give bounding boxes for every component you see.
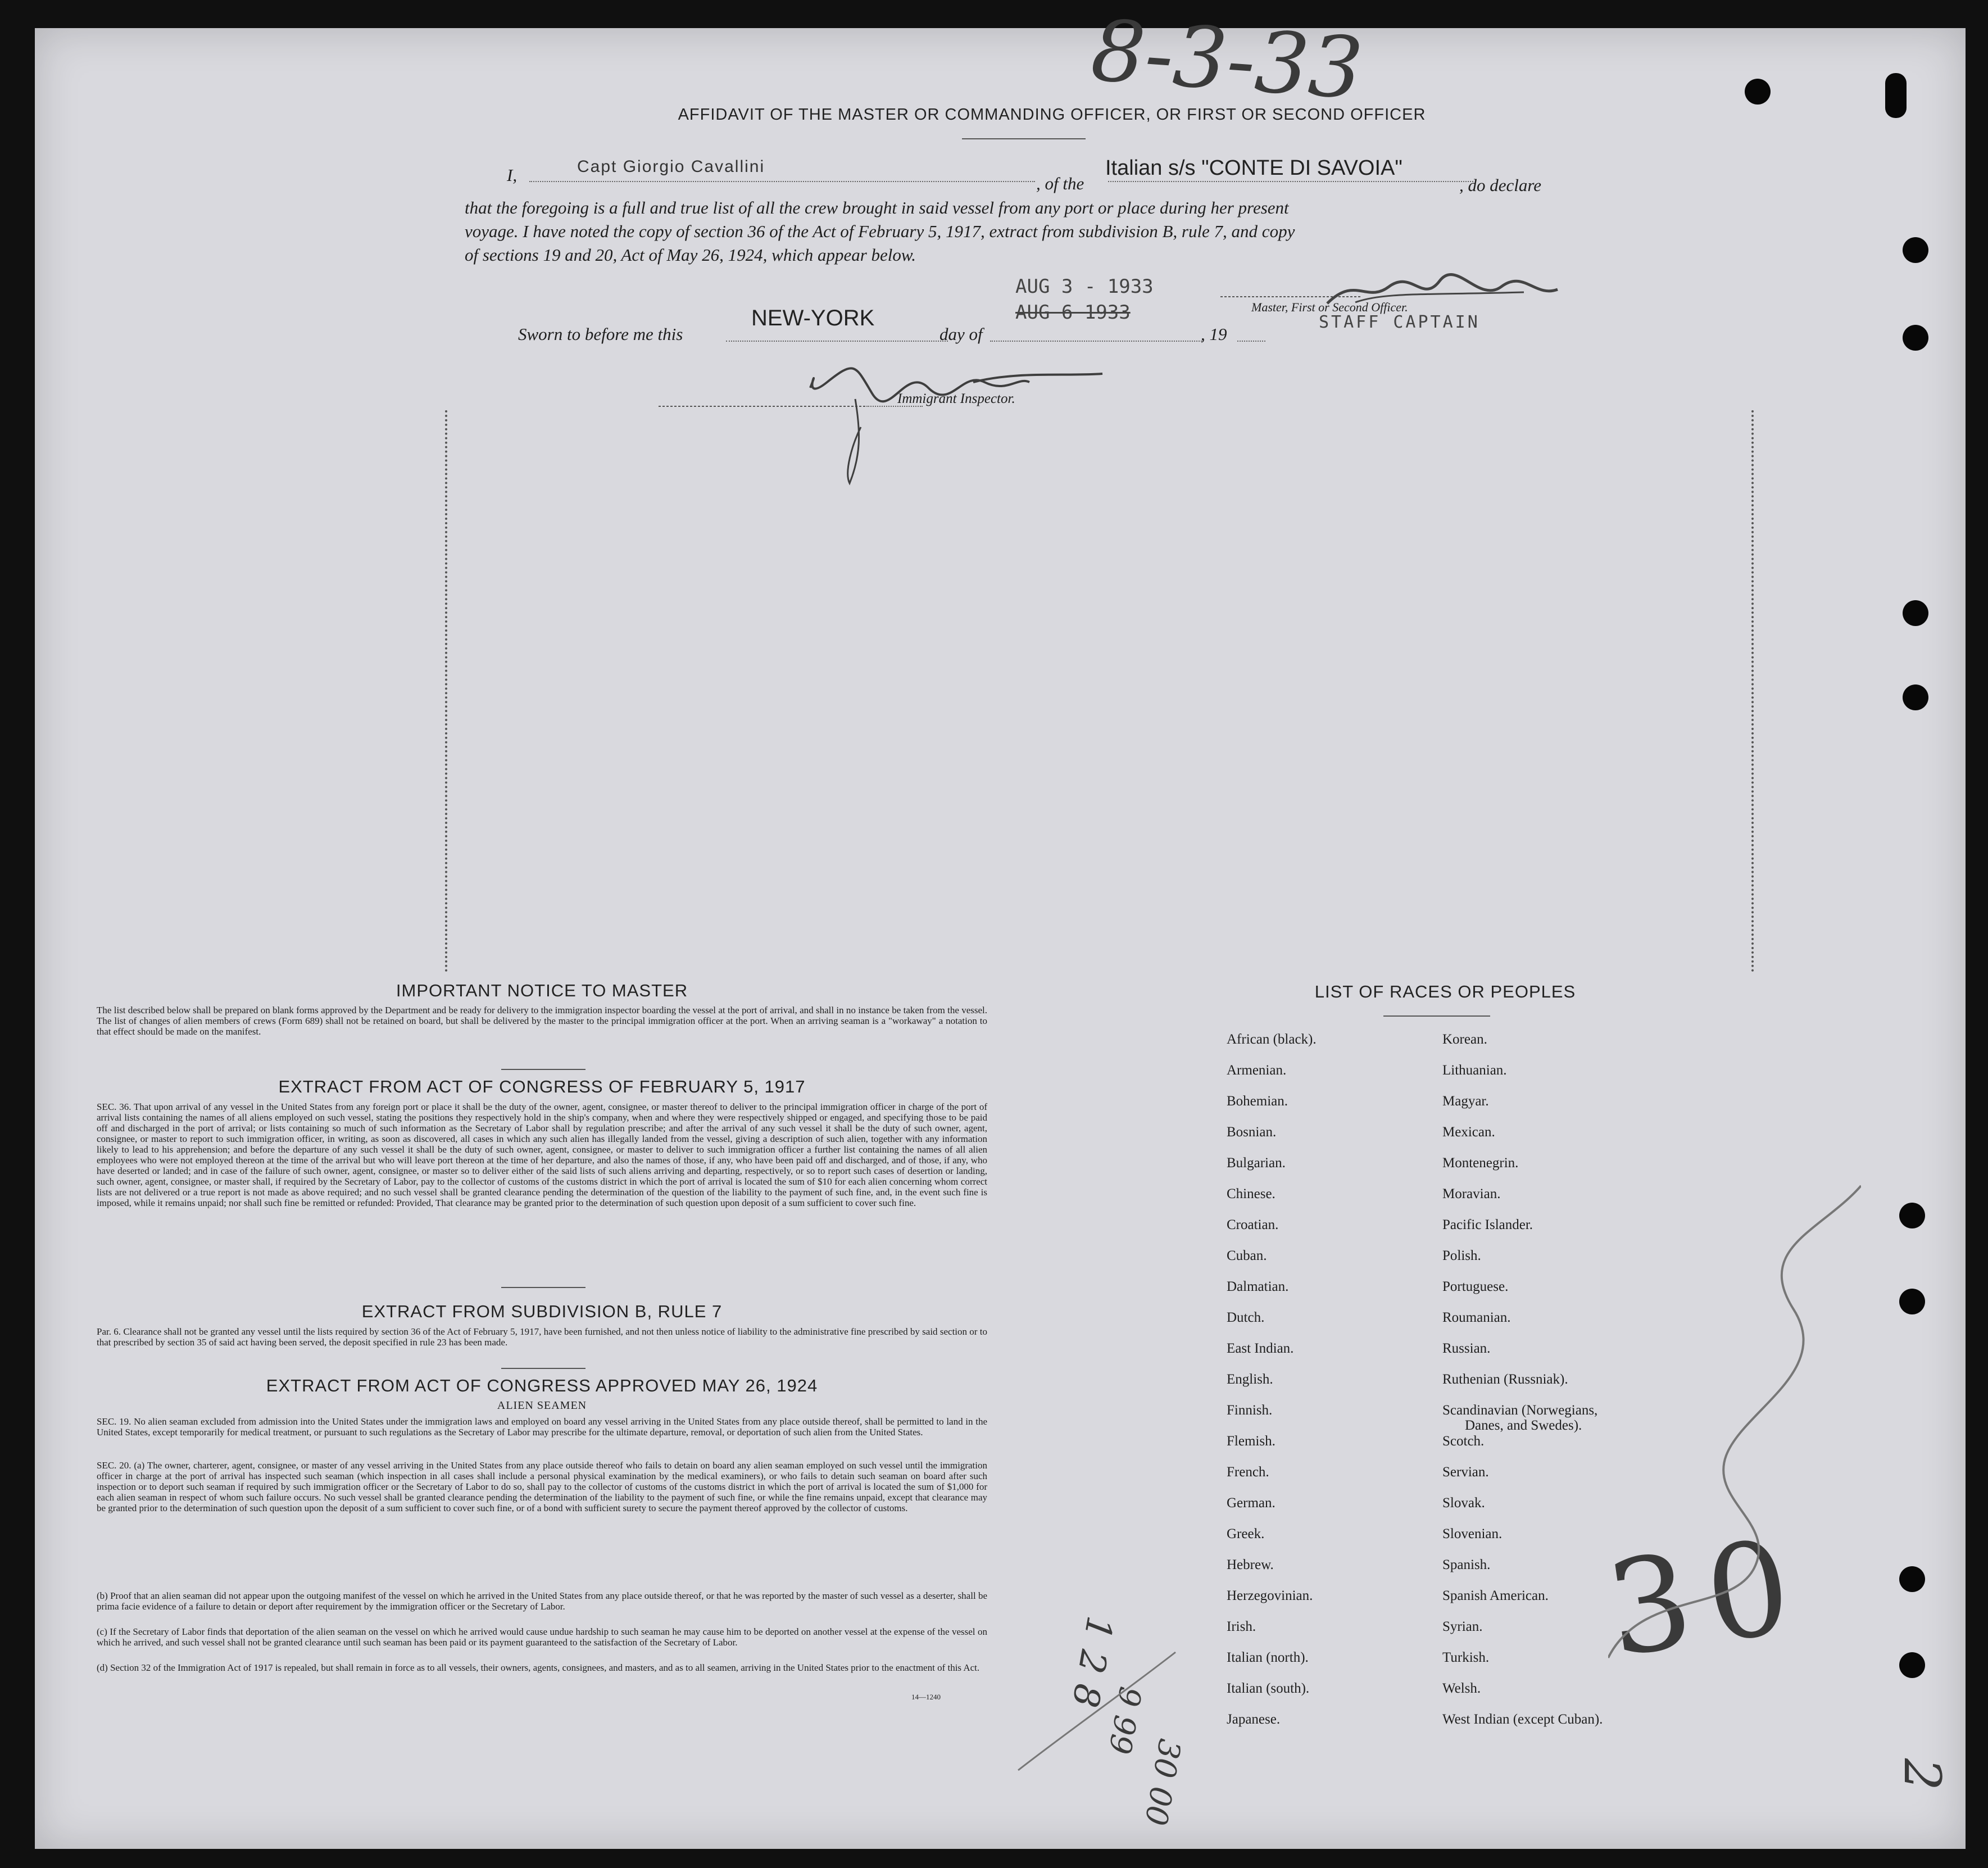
race-item: Spanish. [1442,1557,1491,1572]
extract-1917-divider [501,1287,585,1288]
race-item: Pacific Islander. [1442,1217,1533,1232]
rule7-divider [501,1368,585,1369]
race-item: Servian. [1442,1465,1489,1480]
binder-hole [1899,1203,1925,1228]
race-item: Magyar. [1442,1094,1489,1109]
race-item: Danes, and Swedes). [1465,1418,1582,1433]
affidavit-body-1: that the foregoing is a full and true list of all the crew brought in said vessel from any port or place during her present [465,198,1289,217]
race-item: Portuguese. [1442,1279,1509,1294]
binder-hole [1903,684,1928,710]
race-item: Italian (south). [1227,1681,1310,1696]
officer-name: Capt Giorgio Cavallini [577,157,765,176]
sworn-place-line [726,341,948,342]
binder-hole [1899,1289,1925,1314]
race-item: Mexican. [1442,1125,1495,1140]
sec20c-text: (c) If the Secretary of Labor finds that deportation of the alien seaman on the vessel on which he arrived would cause undue hardship to such seaman he may cause him to be deported on another vessel at the expense of the vessel on which he arrived, and such vessel shall not be granted clearance until such seaman has been paid or its payment guaranteed to the satisfaction of the Secretary of Labor. [97,1626,987,1648]
document-page [35,2,1966,1849]
binder-hole [1899,1566,1925,1592]
sec20a-text: SEC. 20. (a) The owner, charterer, agent, consignee, or master of any vessel arriving in the United States from any place outside thereof who fails to detain on board any alien seaman employed on such vessel until the immigration officer in charge at the port of arrival has inspected such seaman (which inspection in all cases shall include a personal physical examination by the medical examiners), or who fails to detain such seaman on board after such inspection or to deport such seaman if required by such immigration officer or the Secretary of Labor to do so, shall pay to the collector of customs of the customs district in which the port of arrival is located the sum of $1,000 for each alien seaman in respect of whom such failure occurs. No such vessel shall be granted clearance pending the determination of the liability to the payment of such fine, or while the fine remains unpaid, except that clearance may be granted prior to the determination of such question upon the deposit of a sum sufficient to cover such fine, or of a bond with sufficient surety to secure the payment thereof approved by the collector of customs. [97,1460,987,1513]
binder-hole [1885,73,1907,118]
race-item: Welsh. [1442,1681,1481,1696]
right-margin-dots [1751,410,1754,972]
race-item: Lithuanian. [1442,1063,1507,1078]
extract-1917-text: SEC. 36. That upon arrival of any vessel in the United States from any foreign port or place it shall be the duty of the owner, agent, consignee, or master thereof to deliver to the principal immigration officer in charge of the port of arrival lists containing the names of all aliens employed on such vessel, stating the positions they respectively hold in the ship's company, when and where they were respectively shipped or engaged, and specifying those to be paid off and discharged in the port of arrival; or lists containing so much of such information as the Secretary of Labor shall by regulation prescribe; and after the arrival of any such vessel it shall be the duty of such owner, agent, consignee, or master to report to such immigration officer, in writing, as soon as discovered, all cases in which any such alien has illegally landed from the vessel, giving a description of such alien, together with any information likely to lead to his apprehension; and before the departure of any such vessel it shall be the duty of such owner, agent, consignee, or master to deliver to such immigration officer a further list containing the names of all alien employees who were not employed thereon at the time of the arrival but who will leave port thereon at the time of her departure, and also the names of those, if any, who have been paid off and discharged, and of those, if any, who have deserted or landed; and in case of the failure of such owner, agent, consignee, or master so to deliver either of the said lists of such aliens arriving and departing, respectively, or so to report such cases of desertion or landing, such owner, agent, consignee, or master shall, if required by the Secretary of Labor, pay to the collector of customs of the customs district in which the port of arrival is located the sum of $10 for each alien concerning whom correct lists are not delivered or a true report is not made as above required; and no such vessel shall be granted clearance pending the determination of the question of the liability to the payment of such fine, and, in the event such fine is imposed, while it remains unpaid; nor shall such fine be remitted or refunded: Provided, That clearance may be granted prior to the determination of such question upon deposit of a sum sufficient to cover such fine. [97,1101,987,1208]
sworn-place: NEW-YORK [751,306,875,330]
master-label: Master, First or Second Officer. [1251,300,1408,314]
day-of-line [990,341,1204,342]
race-item: Montenegrin. [1442,1155,1519,1171]
staff-captain-title: STAFF CAPTAIN [1319,312,1480,332]
sec20b-text: (b) Proof that an alien seaman did not appear upon the outgoing manifest of the vessel on which he arrived in the United States from any place outside thereof, or that he was reported by the master of such vessel as a deserter, shall be prima facie evidence of a failure to detain or deport after requirement by the immigration officer or the Secretary of Labor. [97,1590,987,1612]
race-item: Turkish. [1442,1650,1490,1665]
handwritten-date: 8-3-33 [1088,2,1366,119]
race-item: Scandinavian (Norwegians, [1442,1403,1598,1418]
extract-1924-heading: EXTRACT FROM ACT OF CONGRESS APPROVED MAY 26, 1924 [266,1376,818,1395]
race-item: Slovak. [1442,1495,1485,1511]
races-divider [1383,1015,1490,1017]
rule7-heading: EXTRACT FROM SUBDIVISION B, RULE 7 [361,1302,723,1321]
binder-hole [1745,79,1771,105]
officer-name-line [529,181,1035,182]
page-mark: 2 [1892,1758,1952,1791]
race-item: Syrian. [1442,1619,1483,1634]
pronoun: I, [507,165,518,185]
race-item: Bohemian. [1227,1094,1288,1109]
race-item: Slovenian. [1442,1526,1503,1541]
race-item: Roumanian. [1442,1310,1511,1325]
inspector-signature [659,343,1142,489]
date-stamp: AUG 3 - 1933 [1015,275,1154,298]
race-item: Armenian. [1227,1063,1287,1078]
handwritten-squiggle [1608,1163,1861,1669]
inspector-label: Immigrant Inspector. [897,391,1015,406]
binder-hole [1903,325,1928,351]
race-item: Finnish. [1227,1403,1273,1418]
race-item: French. [1227,1465,1269,1480]
binder-hole [1899,1652,1925,1678]
race-item: German. [1227,1495,1276,1511]
rule7-text: Par. 6. Clearance shall not be granted any vessel until the lists required by section 36 of the Act of February 5, 1917, have been furnished, and not then unless notice of liability to the administrative fine prescribed by said section or to that prescribed by section 35 of said act having been served, the deposit specified in rule 23 has been made. [97,1326,987,1348]
form-number: 14—1240 [911,1693,941,1701]
race-item: Spanish American. [1442,1588,1549,1603]
race-item: Flemish. [1227,1434,1276,1449]
title-divider [962,138,1086,139]
race-item: East Indian. [1227,1341,1294,1356]
handwritten-30: 30 [1599,1509,1816,1686]
vessel-line [1108,181,1473,182]
race-item: Polish. [1442,1248,1481,1263]
race-item: Ruthenian (Russniak). [1442,1372,1568,1387]
tally-1: 1 2 8 [1063,1613,1120,1711]
race-item: Croatian. [1227,1217,1279,1232]
race-item: Italian (north). [1227,1650,1309,1665]
sec19-text: SEC. 19. No alien seaman excluded from admission into the United States under the immigration laws and employed on board any vessel arriving in the United States from any place outside thereof, shall be permitted to land in the United States, except temporarily for medical treatment, or pursuant to such regulations as the Secretary of Labor may prescribe for the ultimate departure, removal, or deportation of such alien from the United States. [97,1416,987,1438]
sworn-label: Sworn to before me this [518,324,683,344]
tally-2: 9 99 [1101,1684,1149,1757]
tally-slash [1013,1647,1181,1781]
sec20d-text: (d) Section 32 of the Immigration Act of 1917 is repealed, but shall remain in force as to all vessels, their owners, agents, consignees, and masters, and as to all seamen, arriving in the United States prior to the enactment of this Act. [97,1662,980,1673]
race-item: Scotch. [1442,1434,1485,1449]
vessel-name: Italian s/s "CONTE DI SAVOIA" [1105,156,1403,180]
of-the-label: , of the [1036,174,1084,193]
notice-divider [501,1069,585,1070]
race-item: Russian. [1442,1341,1491,1356]
left-margin-dots [445,410,447,972]
year-line [1237,341,1265,342]
race-item: Chinese. [1227,1186,1276,1201]
notice-heading: IMPORTANT NOTICE TO MASTER [396,981,688,1000]
race-item: Dalmatian. [1227,1279,1289,1294]
alien-seamen-subheading: ALIEN SEAMEN [497,1399,587,1412]
race-item: Hebrew. [1227,1557,1274,1572]
year-label: , 19 [1201,324,1227,344]
race-item: West Indian (except Cuban). [1442,1712,1603,1727]
extract-1917-heading: EXTRACT FROM ACT OF CONGRESS OF FEBRUARY 5, 1917 [278,1077,806,1096]
tally-3: 30 00 [1137,1736,1188,1829]
race-item: Herzegovinian. [1227,1588,1313,1603]
race-item: Dutch. [1227,1310,1265,1325]
races-heading: LIST OF RACES OR PEOPLES [1314,982,1576,1001]
races-column-1 [1227,1032,1440,1743]
race-item: English. [1227,1372,1273,1387]
race-item: Bosnian. [1227,1125,1277,1140]
race-item: Korean. [1442,1032,1487,1047]
binder-hole [1903,237,1928,263]
race-item: Cuban. [1227,1248,1267,1263]
race-item: Moravian. [1442,1186,1501,1201]
race-item: African (black). [1227,1032,1317,1047]
affidavit-body-3: of sections 19 and 20, Act of May 26, 1924, which appear below. [465,245,916,265]
race-item: Greek. [1227,1526,1265,1541]
do-declare-label: , do declare [1459,175,1542,195]
binder-hole [1903,600,1928,626]
struck-date-stamp: AUG 6 1933 [1015,301,1131,324]
day-of-label: day of [939,324,983,344]
affidavit-title: AFFIDAVIT OF THE MASTER OR COMMANDING OFFICER, OR FIRST OR SECOND OFFICER [678,106,1426,124]
race-item: Japanese. [1227,1712,1281,1727]
notice-text: The list described below shall be prepared on blank forms approved by the Department and be ready for delivery to the immigration inspector boarding the vessel at the port of arrival, and shall in no instance be taken from the vessel. The list of changes of alien members of crews (Form 689) shall not be retained on board, but shall be delivered by the master to the principal immigration officer at the port. When an arriving seaman is a "workaway" a notation to that effect should be made on the manifest. [97,1005,987,1037]
race-item: Irish. [1227,1619,1256,1634]
affidavit-body-2: voyage. I have noted the copy of section 36 of the Act of February 5, 1917, extract from subdivision B, rule 7, and copy [465,221,1295,241]
race-item: Bulgarian. [1227,1155,1286,1171]
